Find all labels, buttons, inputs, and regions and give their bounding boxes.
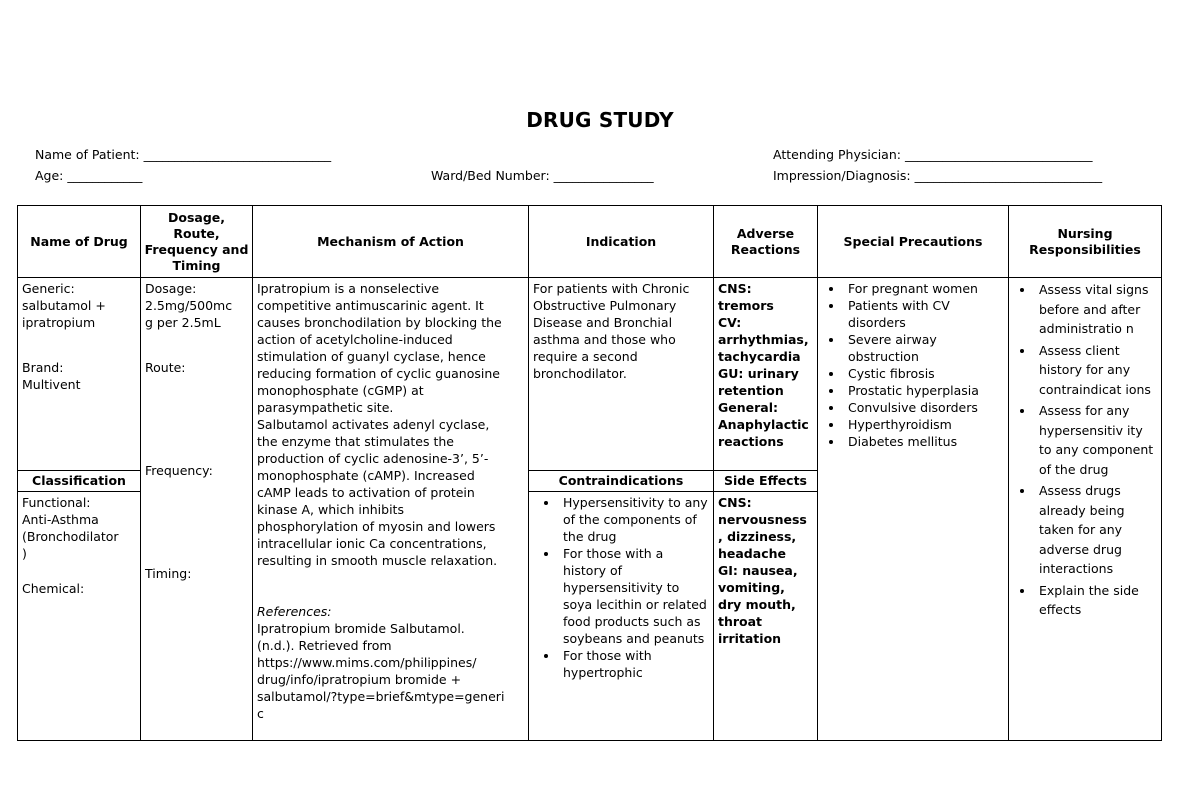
col-header-nursing: Nursing Responsibilities	[1009, 206, 1162, 278]
classification-heading-cell	[18, 471, 141, 492]
table-row-top	[18, 278, 1162, 471]
generic-name: Generic: salbutamol + ipratropium	[22, 281, 106, 330]
adverse-reactions-text: CNS: tremors CV: arrhythmias, tachycardia GU: urinary retention General: Anaphylactic reactions	[718, 281, 809, 449]
classification-heading: Classification	[32, 473, 126, 488]
list-item: • For those with a history of hypersensitivity to soya lecithin or related food products such as soybeans and peanuts	[559, 545, 709, 647]
impression-diagnosis-field: Impression/Diagnosis: ______________________________	[773, 168, 1103, 183]
side-effects-cell	[714, 492, 818, 741]
attending-physician-field: Attending Physician: ______________________________	[773, 147, 1093, 162]
list-item: • Hypersensitivity to any of the components of the drug	[559, 494, 709, 545]
list-item: • Prostatic hyperplasia	[844, 382, 1004, 399]
contraindications-heading-cell	[529, 471, 714, 492]
list-item: • Convulsive disorders	[844, 399, 1004, 416]
list-item: • Assess vital signs before and after administratio n	[1035, 280, 1157, 339]
route-label: Route:	[145, 360, 186, 375]
age-field: Age: ____________	[35, 168, 143, 183]
list-item: • Patients with CV disorders	[844, 297, 1004, 331]
adverse-reactions-cell	[714, 278, 818, 471]
drug-study-table	[17, 205, 1162, 741]
dosage-cell	[141, 278, 253, 741]
list-item: • Assess for any hypersensitiv ity to any component of the drug	[1035, 401, 1157, 479]
contraindications-cell	[529, 492, 714, 741]
table-header-row	[18, 206, 1162, 278]
precautions-cell	[818, 278, 1009, 741]
brand-name: Brand: Multivent	[22, 360, 81, 392]
contraindications-list	[533, 494, 709, 681]
contraindications-heading: Contraindications	[558, 473, 684, 488]
chemical-classification: Chemical:	[22, 581, 85, 596]
nursing-list	[1013, 280, 1157, 620]
indication-cell	[529, 278, 714, 471]
list-item: • For those with hypertrophic	[559, 647, 709, 681]
side-effects-heading-cell	[714, 471, 818, 492]
list-item: • Diabetes mellitus	[844, 433, 1004, 450]
col-header-adverse: Adverse Reactions	[714, 206, 818, 278]
col-header-precautions: Special Precautions	[818, 206, 1009, 278]
functional-classification: Functional: Anti-Asthma (Bronchodilator )	[22, 495, 119, 561]
col-header-dosage: Dosage, Route, Frequency and Timing	[141, 206, 253, 278]
list-item: • Explain the side effects	[1035, 581, 1157, 620]
precautions-list	[822, 280, 1004, 450]
list-item: • Cystic fibrosis	[844, 365, 1004, 382]
col-header-mechanism: Mechanism of Action	[253, 206, 529, 278]
col-header-indication: Indication	[529, 206, 714, 278]
timing-label: Timing:	[145, 566, 192, 581]
drug-name-cell	[18, 278, 141, 471]
list-item: • For pregnant women	[844, 280, 1004, 297]
patient-name-field: Name of Patient: ______________________________	[35, 147, 332, 162]
mechanism-cell	[253, 278, 529, 741]
list-item: • Hyperthyroidism	[844, 416, 1004, 433]
side-effects-heading: Side Effects	[723, 473, 808, 488]
classification-cell	[18, 492, 141, 741]
list-item: • Severe airway obstruction	[844, 331, 1004, 365]
list-item: • Assess drugs already being taken for any adverse drug interactions	[1035, 481, 1157, 579]
list-item: • Assess client history for any contraindicat ions	[1035, 341, 1157, 400]
reference-text: Ipratropium bromide Salbutamol. (n.d.). Retrieved from https://www.mims.com/philippines/ drug/info/ipratropium bromide + salbutamol/?type=brief&mtype=generi c	[257, 621, 505, 721]
dosage-value: Dosage: 2.5mg/500mc g per 2.5mL	[145, 281, 233, 330]
mechanism-text: Ipratropium is a nonselective competitive antimuscarinic agent. It causes bronchodilation by blocking the action of acetylcholine-induced stimulation of guanyl cyclase, hence reducing formation of cyclic guanosine monophosphate (cGMP) at parasympathetic site. Salbutamol activates adenyl cyclase, the enzyme that stimulates the production of cyclic adenosine-3’, 5’- monophosphate (cAMP). Increased cAMP leads to activation of protein kinase A, which inhibits phosphorylation of myosin and lowers intracellular ionic Ca concentrations, resulting in smooth muscle relaxation.	[257, 281, 502, 568]
frequency-label: Frequency:	[145, 463, 213, 478]
ward-bed-field: Ward/Bed Number: ________________	[431, 168, 654, 183]
col-header-name: Name of Drug	[18, 206, 141, 278]
nursing-cell	[1009, 278, 1162, 741]
indication-text: For patients with Chronic Obstructive Pulmonary Disease and Bronchial asthma and those who require a second bronchodilator.	[533, 281, 690, 381]
references-label: References:	[257, 604, 332, 619]
side-effects-text: CNS: nervousness , dizziness, headache GI: nausea, vomiting, dry mouth, throat irritation	[718, 495, 807, 646]
page-title: DRUG STUDY	[526, 108, 674, 132]
